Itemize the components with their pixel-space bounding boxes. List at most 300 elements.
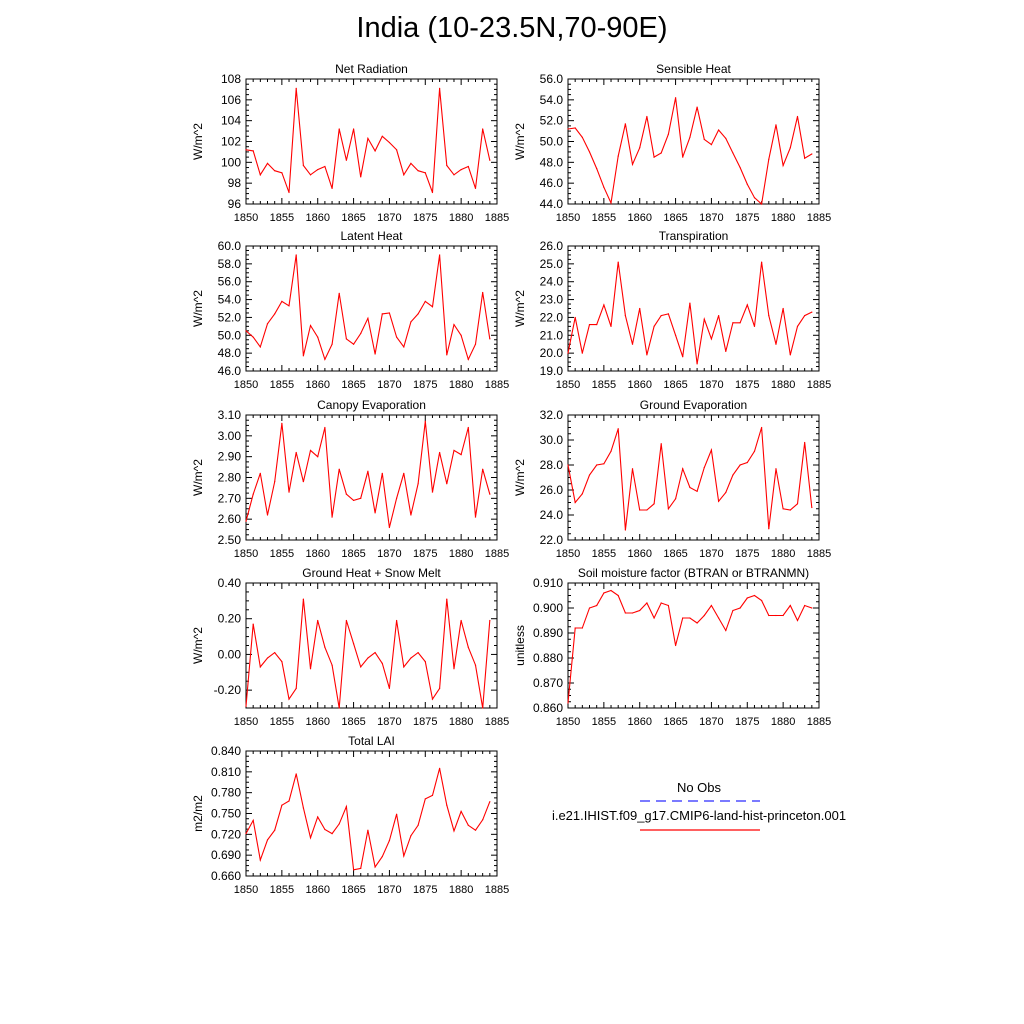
- data-point: [618, 428, 619, 429]
- x-tick-label: 1865: [341, 716, 366, 728]
- y-tick-label: -0.20: [213, 683, 241, 698]
- data-point: [353, 500, 354, 501]
- data-point: [296, 773, 297, 774]
- data-point: [360, 666, 361, 667]
- data-point: [567, 128, 568, 129]
- data-point: [324, 359, 325, 360]
- x-tick-label: 1850: [555, 212, 581, 224]
- x-tick-label: 1880: [448, 548, 474, 560]
- data-point: [468, 427, 469, 428]
- data-point: [610, 326, 611, 327]
- data-point: [353, 128, 354, 129]
- data-point: [439, 452, 440, 453]
- panels-group: [191, 62, 831, 896]
- y-tick-label: 58.0: [217, 256, 241, 271]
- data-point: [761, 427, 762, 428]
- x-tick-label: 1885: [484, 379, 510, 391]
- data-point: [339, 823, 340, 824]
- y-axis-label: W/m^2: [513, 459, 527, 496]
- plot-frame: [246, 415, 497, 540]
- panel-title: Transpiration: [658, 229, 729, 243]
- data-point: [288, 305, 289, 306]
- x-tick-label: 1865: [663, 716, 688, 728]
- panel-canopy-evaporation: [191, 398, 509, 560]
- data-point: [610, 202, 611, 203]
- data-point: [632, 612, 633, 613]
- data-point: [324, 829, 325, 830]
- data-point: [374, 353, 375, 354]
- data-point: [768, 615, 769, 616]
- x-tick-label: 1885: [484, 212, 510, 224]
- x-tick-label: 1860: [627, 379, 652, 391]
- data-point: [489, 160, 490, 161]
- data-point: [389, 142, 390, 143]
- x-tick-label: 1880: [448, 884, 474, 896]
- data-point: [267, 323, 268, 324]
- data-point: [274, 313, 275, 314]
- data-point: [754, 326, 755, 327]
- data-point: [790, 147, 791, 148]
- data-point: [804, 315, 805, 316]
- data-point: [288, 698, 289, 699]
- y-tick-label: 46.0: [539, 176, 563, 191]
- y-tick-label: 22.0: [539, 533, 563, 547]
- data-point: [461, 620, 462, 621]
- data-point: [575, 127, 576, 128]
- data-point: [603, 463, 604, 464]
- x-tick-label: 1860: [627, 716, 652, 728]
- data-point: [811, 607, 812, 608]
- y-tick-label: 0.690: [210, 848, 241, 863]
- data-point: [639, 147, 640, 148]
- y-axis-label: W/m^2: [191, 459, 205, 496]
- y-tick-label: 46.0: [217, 364, 241, 378]
- data-point: [389, 840, 390, 841]
- x-tick-label: 1865: [663, 548, 688, 560]
- data-point: [775, 615, 776, 616]
- x-tick-label: 1880: [770, 548, 796, 560]
- data-point: [610, 451, 611, 452]
- x-tick-label: 1860: [305, 548, 330, 560]
- data-point: [596, 168, 597, 169]
- y-tick-label: 26.0: [539, 239, 563, 253]
- data-point: [646, 116, 647, 117]
- data-point: [646, 602, 647, 603]
- data-point: [432, 306, 433, 307]
- data-point: [367, 318, 368, 319]
- y-tick-label: 3.10: [217, 408, 241, 422]
- x-tick-label: 1870: [699, 379, 724, 391]
- data-point: [740, 322, 741, 323]
- data-point: [339, 293, 340, 294]
- data-point: [253, 623, 254, 624]
- y-tick-label: 2.60: [217, 512, 241, 527]
- data-point: [475, 665, 476, 666]
- x-tick-label: 1875: [413, 548, 438, 560]
- data-point: [425, 661, 426, 662]
- data-point: [618, 261, 619, 262]
- x-tick-label: 1870: [377, 379, 402, 391]
- data-point: [711, 338, 712, 339]
- x-tick-label: 1860: [305, 212, 330, 224]
- y-tick-label: 104: [220, 113, 241, 128]
- data-point: [747, 184, 748, 185]
- data-point: [567, 353, 568, 354]
- data-point: [245, 521, 246, 522]
- y-axis-label: unitless: [513, 625, 527, 666]
- data-point: [245, 149, 246, 150]
- data-point: [382, 856, 383, 857]
- data-point: [260, 666, 261, 667]
- data-point: [317, 336, 318, 337]
- data-point: [804, 442, 805, 443]
- data-point: [740, 167, 741, 168]
- data-point: [468, 825, 469, 826]
- x-tick-label: 1855: [269, 716, 295, 728]
- data-point: [704, 139, 705, 140]
- data-point: [603, 592, 604, 593]
- data-point: [696, 622, 697, 623]
- data-point: [281, 805, 282, 806]
- data-point: [682, 157, 683, 158]
- data-point: [711, 605, 712, 606]
- data-point: [403, 473, 404, 474]
- data-point: [396, 814, 397, 815]
- x-tick-label: 1875: [735, 548, 760, 560]
- data-point: [382, 473, 383, 474]
- data-point: [396, 336, 397, 337]
- data-point: [696, 491, 697, 492]
- y-tick-label: 0.890: [532, 626, 563, 640]
- data-point: [661, 602, 662, 603]
- data-point: [396, 149, 397, 150]
- data-point: [489, 338, 490, 339]
- data-point: [367, 830, 368, 831]
- data-point: [725, 630, 726, 631]
- y-tick-label: 48.0: [217, 346, 241, 361]
- data-point: [453, 668, 454, 669]
- data-point: [653, 157, 654, 158]
- panel-net-radiation: [191, 62, 509, 224]
- x-tick-label: 1850: [233, 379, 259, 391]
- data-point: [747, 597, 748, 598]
- x-tick-label: 1870: [699, 212, 724, 224]
- panel-title: Latent Heat: [340, 229, 403, 243]
- data-point: [446, 165, 447, 166]
- data-point: [768, 159, 769, 160]
- x-tick-label: 1855: [269, 379, 295, 391]
- x-tick-label: 1865: [341, 884, 366, 896]
- data-point: [346, 806, 347, 807]
- data-point: [653, 503, 654, 504]
- data-point: [267, 514, 268, 515]
- data-point: [482, 469, 483, 470]
- y-tick-label: 44.0: [539, 197, 563, 211]
- x-tick-label: 1885: [806, 716, 832, 728]
- y-axis-label: m2/m2: [191, 795, 205, 832]
- data-point: [331, 344, 332, 345]
- y-tick-label: 60.0: [217, 239, 241, 253]
- x-tick-label: 1855: [269, 212, 295, 224]
- data-point: [575, 627, 576, 628]
- data-point: [410, 321, 411, 322]
- y-tick-label: 0.40: [217, 576, 241, 590]
- data-point: [432, 795, 433, 796]
- y-tick-label: 2.90: [217, 449, 241, 464]
- y-tick-label: 0.20: [217, 611, 241, 626]
- legend-obs-label: No Obs: [676, 780, 722, 795]
- data-point: [317, 456, 318, 457]
- x-tick-label: 1865: [341, 379, 366, 391]
- x-tick-label: 1875: [413, 716, 438, 728]
- series-line-ground-evaporation: [568, 428, 812, 531]
- panel-title: Ground Evaporation: [639, 398, 748, 412]
- data-point: [274, 652, 275, 653]
- data-point: [461, 335, 462, 336]
- data-point: [453, 174, 454, 175]
- x-tick-label: 1880: [770, 716, 796, 728]
- y-tick-label: 0.810: [210, 764, 241, 779]
- plot-frame: [568, 583, 819, 708]
- data-point: [425, 798, 426, 799]
- data-point: [761, 600, 762, 601]
- data-point: [603, 187, 604, 188]
- data-point: [367, 471, 368, 472]
- data-point: [253, 336, 254, 337]
- data-point: [403, 174, 404, 175]
- data-point: [582, 353, 583, 354]
- data-point: [575, 502, 576, 503]
- data-point: [811, 153, 812, 154]
- series-line-latent-heat: [246, 255, 490, 360]
- y-tick-label: 25.0: [539, 256, 563, 271]
- data-point: [804, 158, 805, 159]
- data-point: [475, 830, 476, 831]
- data-point: [618, 155, 619, 156]
- data-point: [281, 301, 282, 302]
- data-point: [754, 451, 755, 452]
- x-tick-label: 1880: [770, 379, 796, 391]
- panel-sensible-heat: [513, 62, 831, 224]
- data-point: [461, 454, 462, 455]
- x-tick-label: 1875: [413, 379, 438, 391]
- data-point: [253, 150, 254, 151]
- panel-title: Ground Heat + Snow Melt: [302, 566, 441, 580]
- data-point: [245, 833, 246, 834]
- data-point: [646, 354, 647, 355]
- y-tick-label: 48.0: [539, 155, 563, 170]
- data-point: [610, 590, 611, 591]
- data-point: [468, 166, 469, 167]
- y-tick-label: 56.0: [539, 72, 563, 86]
- data-point: [489, 494, 490, 495]
- data-point: [453, 324, 454, 325]
- data-point: [245, 330, 246, 331]
- panel-transpiration: [513, 229, 831, 391]
- x-tick-label: 1885: [806, 548, 832, 560]
- data-point: [468, 359, 469, 360]
- data-point: [740, 464, 741, 465]
- data-point: [317, 169, 318, 170]
- legend-model-label: i.e21.IHIST.f09_g17.CMIP6-land-hist-princeton.001: [551, 808, 847, 823]
- data-point: [482, 819, 483, 820]
- y-tick-label: 3.00: [217, 428, 241, 443]
- data-point: [418, 483, 419, 484]
- data-point: [260, 174, 261, 175]
- data-point: [317, 620, 318, 621]
- y-tick-label: 100: [220, 155, 241, 170]
- data-point: [711, 449, 712, 450]
- data-point: [567, 702, 568, 703]
- x-tick-label: 1850: [233, 884, 259, 896]
- data-point: [632, 164, 633, 165]
- y-tick-label: 0.720: [210, 827, 241, 842]
- data-point: [389, 688, 390, 689]
- data-point: [625, 612, 626, 613]
- y-tick-label: 102: [220, 134, 241, 149]
- data-point: [732, 610, 733, 611]
- data-point: [382, 313, 383, 314]
- data-point: [403, 855, 404, 856]
- data-point: [346, 160, 347, 161]
- x-tick-label: 1875: [413, 212, 438, 224]
- data-point: [704, 467, 705, 468]
- data-point: [575, 317, 576, 318]
- data-point: [439, 768, 440, 769]
- data-point: [653, 326, 654, 327]
- data-point: [589, 607, 590, 608]
- data-point: [260, 859, 261, 860]
- data-point: [718, 129, 719, 130]
- data-point: [367, 138, 368, 139]
- data-point: [790, 605, 791, 606]
- data-point: [410, 514, 411, 515]
- y-tick-label: 0.880: [532, 651, 563, 665]
- panel-title: Soil moisture factor (BTRAN or BTRANMN): [577, 566, 810, 580]
- data-point: [446, 354, 447, 355]
- data-point: [689, 303, 690, 304]
- data-point: [475, 188, 476, 189]
- y-tick-label: 54.0: [217, 292, 241, 307]
- data-point: [403, 346, 404, 347]
- y-tick-label: 0.870: [532, 676, 563, 690]
- data-point: [382, 136, 383, 137]
- x-tick-label: 1860: [305, 716, 330, 728]
- data-point: [453, 450, 454, 451]
- data-point: [811, 311, 812, 312]
- y-tick-label: 2.70: [217, 491, 241, 506]
- data-point: [804, 605, 805, 606]
- data-point: [747, 304, 748, 305]
- data-point: [783, 308, 784, 309]
- y-tick-label: 28.0: [539, 458, 563, 472]
- data-point: [661, 152, 662, 153]
- data-point: [339, 128, 340, 129]
- data-point: [754, 197, 755, 198]
- x-tick-label: 1865: [341, 548, 366, 560]
- y-tick-label: 106: [220, 92, 241, 107]
- data-point: [682, 468, 683, 469]
- data-point: [775, 344, 776, 345]
- x-tick-label: 1885: [484, 884, 510, 896]
- y-tick-label: 50.0: [217, 328, 241, 343]
- data-point: [718, 315, 719, 316]
- data-point: [331, 665, 332, 666]
- data-point: [797, 503, 798, 504]
- y-tick-label: 21.0: [539, 328, 563, 343]
- y-tick-label: 2.50: [217, 533, 241, 547]
- data-point: [331, 188, 332, 189]
- x-tick-label: 1860: [627, 548, 652, 560]
- data-point: [410, 657, 411, 658]
- plot-frame: [246, 583, 497, 708]
- data-point: [589, 324, 590, 325]
- data-point: [360, 333, 361, 334]
- data-point: [288, 800, 289, 801]
- data-point: [668, 134, 669, 135]
- data-point: [324, 427, 325, 428]
- y-tick-label: 24.0: [539, 508, 563, 522]
- y-tick-label: 0.660: [210, 869, 241, 883]
- y-tick-label: 23.0: [539, 292, 563, 307]
- data-point: [281, 172, 282, 173]
- y-tick-label: 0.910: [532, 576, 563, 590]
- data-point: [689, 137, 690, 138]
- data-point: [310, 837, 311, 838]
- y-axis-label: W/m^2: [191, 123, 205, 160]
- x-tick-label: 1855: [591, 548, 617, 560]
- data-point: [425, 301, 426, 302]
- x-tick-label: 1850: [233, 212, 259, 224]
- data-point: [797, 116, 798, 117]
- data-point: [482, 707, 483, 708]
- series-line-ground-heat-snow-melt: [246, 599, 490, 708]
- x-tick-label: 1870: [377, 212, 402, 224]
- data-point: [732, 152, 733, 153]
- data-point: [374, 652, 375, 653]
- data-point: [475, 516, 476, 517]
- y-axis-label: W/m^2: [191, 627, 205, 664]
- data-point: [353, 869, 354, 870]
- series-line-sensible-heat: [568, 98, 812, 204]
- data-point: [339, 707, 340, 708]
- data-point: [389, 312, 390, 313]
- data-point: [704, 615, 705, 616]
- data-point: [632, 468, 633, 469]
- data-point: [582, 493, 583, 494]
- data-point: [360, 498, 361, 499]
- panel-title: Sensible Heat: [656, 62, 731, 76]
- data-point: [324, 166, 325, 167]
- data-point: [725, 138, 726, 139]
- data-point: [689, 487, 690, 488]
- x-tick-label: 1855: [269, 548, 295, 560]
- plot-frame: [568, 79, 819, 204]
- data-point: [489, 620, 490, 621]
- data-point: [425, 172, 426, 173]
- data-point: [253, 820, 254, 821]
- data-point: [439, 688, 440, 689]
- data-point: [396, 498, 397, 499]
- panel-ground-evaporation: [513, 398, 831, 560]
- data-point: [775, 124, 776, 125]
- data-point: [296, 254, 297, 255]
- data-point: [267, 839, 268, 840]
- y-axis-label: W/m^2: [513, 290, 527, 327]
- data-point: [310, 325, 311, 326]
- data-point: [768, 315, 769, 316]
- y-tick-label: 0.750: [210, 806, 241, 821]
